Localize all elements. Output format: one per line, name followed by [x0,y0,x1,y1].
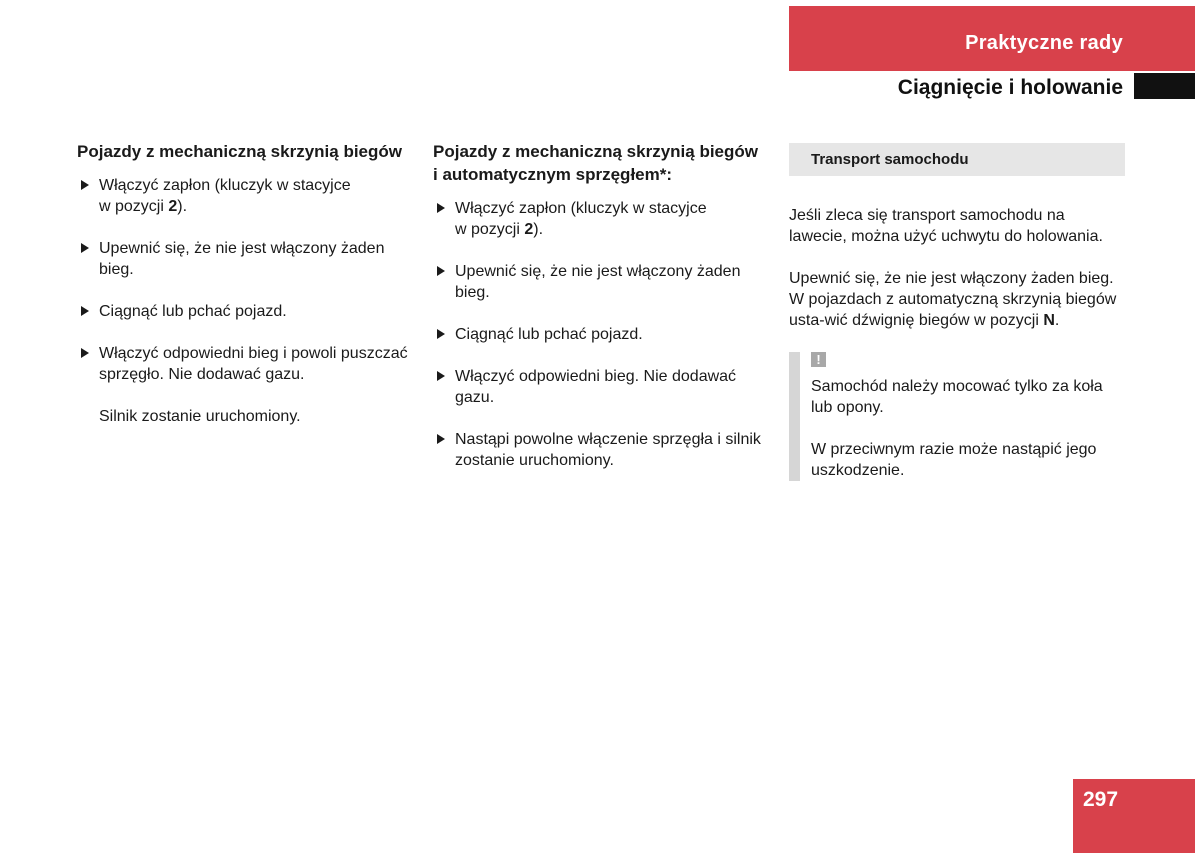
heading-line: i automatycznym sprzęgłem*: [433,165,673,184]
list-item [433,198,778,240]
subsection-title: Ciągnięcie i holowanie [897,76,1123,99]
page-number: 297 [1083,788,1119,811]
warning-text: W przeciwnym razie może nastąpić jego uszkodzenie. [811,441,1097,479]
topic-box-title: Transport samochodu [789,143,1125,176]
column-manual [77,140,422,448]
paragraph [789,268,1125,331]
bullet-triangle-icon [437,266,445,276]
warning-text: Samochód należy mocować tylko za koła lub opony. [811,378,1103,416]
list-item-text: Włączyć zapłon (kluczyk w stacyjce [455,200,707,217]
bullet-triangle-icon [81,243,89,253]
paragraph-text: . [1054,312,1060,329]
list-item-text: Upewnić się, że nie jest włączony żaden bieg. [99,240,385,278]
bullet-triangle-icon [437,329,445,339]
warning-note [789,352,1125,481]
list-item-text: Włączyć odpowiedni bieg. Nie dodawać gazu. [455,368,737,406]
column-heading [433,140,778,186]
list-item-text: Włączyć odpowiedni bieg i powoli puszczać sprzęgło. Nie dodawać gazu. [99,345,408,383]
list-item-text: w pozycji [99,198,169,215]
bullet-triangle-icon [437,203,445,213]
list-item-text: Włączyć zapłon (kluczyk w stacyjce [99,177,351,194]
list-item [433,324,778,345]
bullet-triangle-icon [437,434,445,444]
warning-bar [789,352,800,481]
chapter-tab [1134,73,1195,99]
list-item-text: Ciągnąć lub pchać pojazd. [455,326,643,343]
list-item-text: ). [177,198,188,215]
list-item-text: ). [533,221,544,238]
heading-line: Pojazdy z mechaniczną skrzynią biegów [433,142,758,161]
bullet-triangle-icon [437,371,445,381]
position-value: 2 [524,221,534,238]
gear-position-value: N [1043,312,1055,329]
list-item-text: w pozycji [455,221,525,238]
bullet-triangle-icon [81,180,89,190]
column-auto-clutch [433,140,778,492]
list-item [77,301,422,322]
column-heading: Pojazdy z mechaniczną skrzynią biegów [77,142,402,161]
warning-icon: ! [811,352,826,367]
list-item [433,366,778,408]
paragraph: Jeśli zleca się transport samochodu na lawecie, można użyć uchwytu do holowania. [789,207,1103,245]
list-item [433,429,778,471]
result-text: Silnik zostanie uruchomiony. [99,408,301,425]
column-transport [789,140,1125,481]
list-item-text: Ciągnąć lub pchać pojazd. [99,303,287,320]
position-value: 2 [168,198,178,215]
paragraph-text: Upewnić się, że nie jest włączony żaden bieg. W pojazdach z automatyczną skrzynią biegów usta-wić dźwignię biegów w pozycji [789,270,1117,329]
list-item-text: Upewnić się, że nie jest włączony żaden bieg. [455,263,741,301]
list-item [77,175,422,217]
list-item [433,261,778,303]
bullet-triangle-icon [81,348,89,358]
list-item [77,238,422,280]
list-item-text: Nastąpi powolne włączenie sprzęgła i silnik zostanie uruchomiony. [455,431,761,469]
bullet-triangle-icon [81,306,89,316]
list-item [77,343,422,385]
section-title: Praktyczne rady [965,32,1123,54]
